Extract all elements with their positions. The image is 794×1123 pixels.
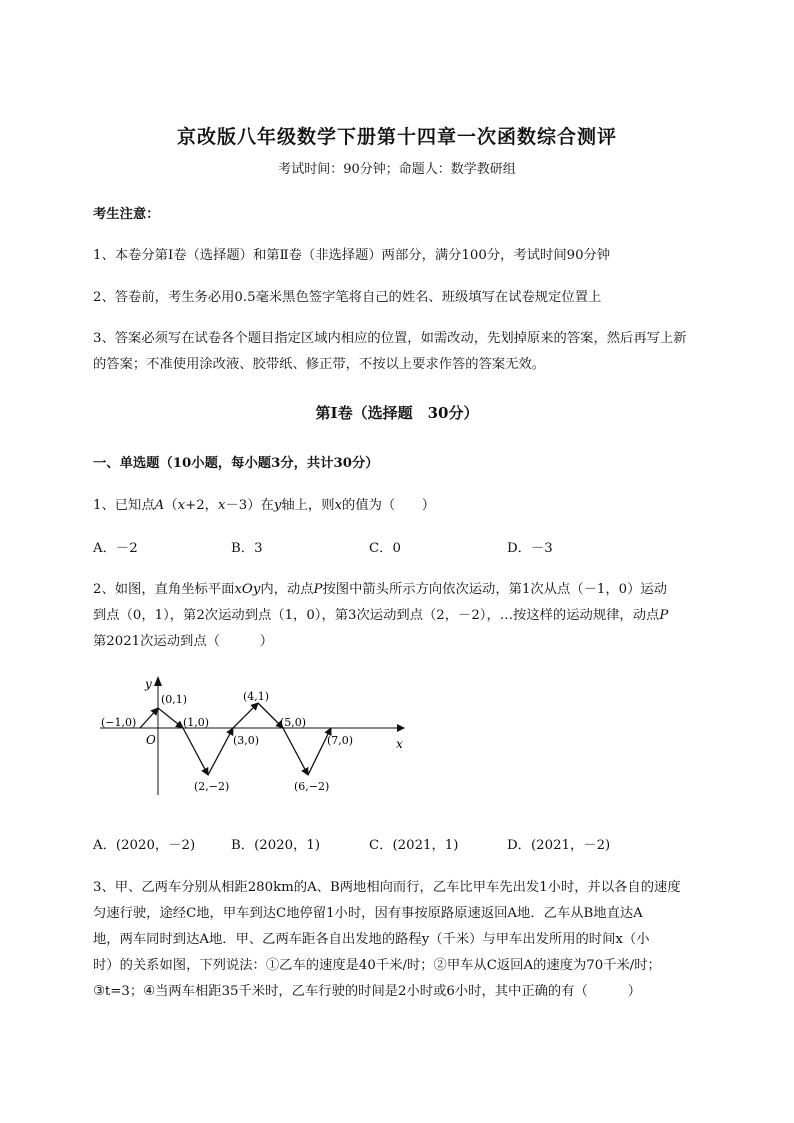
q3-line-4: 时）的关系如图，下列说法：①乙车的速度是40千米/时；②甲车从C返回A的速度为70千米/时； — [93, 958, 661, 973]
q3-line-1: 3、甲、乙两车分别从相距280km的A、B两地相向而行，乙车比甲车先出发1小时，并以各自的速度 — [93, 880, 681, 895]
label-7-0: (7,0) — [327, 734, 354, 747]
q1-option-b[interactable]: B．3 — [231, 541, 263, 556]
segment-3 — [183, 728, 208, 775]
q2-option-b[interactable]: B．(2020，1) — [231, 838, 321, 853]
q1-option-c[interactable]: C．0 — [369, 541, 401, 556]
q2-option-a[interactable]: A．(2020，－2) — [93, 838, 196, 853]
exam-title: 京改版八年级数学下册第十四章一次函数综合测评 — [176, 126, 617, 148]
label-2-minus2: (2,−2) — [194, 780, 230, 793]
label-6-minus2: (6,−2) — [294, 780, 330, 793]
q3-line-3: 地，两车同时到达A地．甲、乙两车距各自出发地的路程y（千米）与甲车出发所用的时间x（小 — [93, 932, 650, 947]
y-axis-label: y — [145, 677, 152, 691]
y-axis-arrow-icon — [154, 676, 162, 686]
notice-item-2: 2、答卷前，考生务必用0.5毫米黑色签字笔将自己的姓名、班级填写在试卷规定位置上 — [93, 290, 602, 305]
q1-option-a[interactable]: A．－2 — [93, 541, 138, 556]
label-5-0: (5,0) — [280, 716, 307, 729]
segment-1 — [140, 708, 158, 728]
label-0-1: (0,1) — [161, 693, 188, 706]
q2-stem-line1: 2、如图，直角坐标平面xOy内，动点P按图中箭头所示方向依次运动，第1次从点（－1，0）运动 — [93, 582, 668, 597]
q1-stem: 1、已知点A（x+2，x－3）在y轴上，则x的值为（ ） — [93, 498, 436, 513]
segment-4 — [208, 728, 233, 775]
x-axis-arrow-icon — [397, 724, 405, 732]
part1-title: 第I卷（选择题 30分） — [315, 404, 479, 422]
notice-item-3: 3、答案必须写在试卷各个题目指定区域内相应的位置，如需改动，先划掉原来的答案，然后再写上新 — [93, 331, 687, 346]
q2-option-d[interactable]: D．(2021，－2) — [507, 838, 611, 853]
label-minus1-0: (−1,0) — [101, 716, 137, 729]
exam-subtitle: 考试时间：90分钟；命题人：数学教研组 — [278, 162, 516, 177]
notice-item-3-cont: 的答案；不准使用涂改液、胶带纸、修正带，不按以上要求作答的答案无效。 — [93, 357, 546, 372]
label-3-0: (3,0) — [233, 734, 260, 747]
segment-7 — [283, 728, 308, 775]
q2-stem-line3: 第2021次运动到点（ ） — [93, 634, 274, 649]
x-axis-label: x — [396, 737, 403, 751]
label-1-0: (1,0) — [183, 716, 210, 729]
q3-line-5: ③t=3；④当两车相距35千米时，乙车行驶的时间是2小时或6小时，其中正确的有（ ） — [93, 984, 642, 999]
q2-stem-line2: 到点（0，1），第2次运动到点（1，0），第3次运动到点（2，－2），…按这样的运动规律，动点P — [93, 608, 669, 623]
zigzag-figure — [95, 670, 415, 800]
segment-2 — [158, 708, 183, 728]
origin-label: O — [146, 733, 156, 747]
notice-item-1: 1、本卷分第I卷（选择题）和第Ⅱ卷（非选择题）两部分，满分100分，考试时间90分钟 — [93, 248, 611, 263]
q3-line-2: 匀速行驶，途经C地，甲车到达C地停留1小时，因有事按原路原速返回A地．乙车从B地直达A — [93, 906, 643, 921]
q1-option-d[interactable]: D．－3 — [507, 541, 553, 556]
segment-5 — [233, 703, 258, 728]
section-heading: 一、单选题（10小题，每小题3分，共计30分） — [93, 456, 379, 471]
label-4-1: (4,1) — [243, 690, 270, 703]
q2-option-c[interactable]: C．(2021，1) — [369, 838, 459, 853]
notice-heading: 考生注意： — [93, 207, 160, 222]
